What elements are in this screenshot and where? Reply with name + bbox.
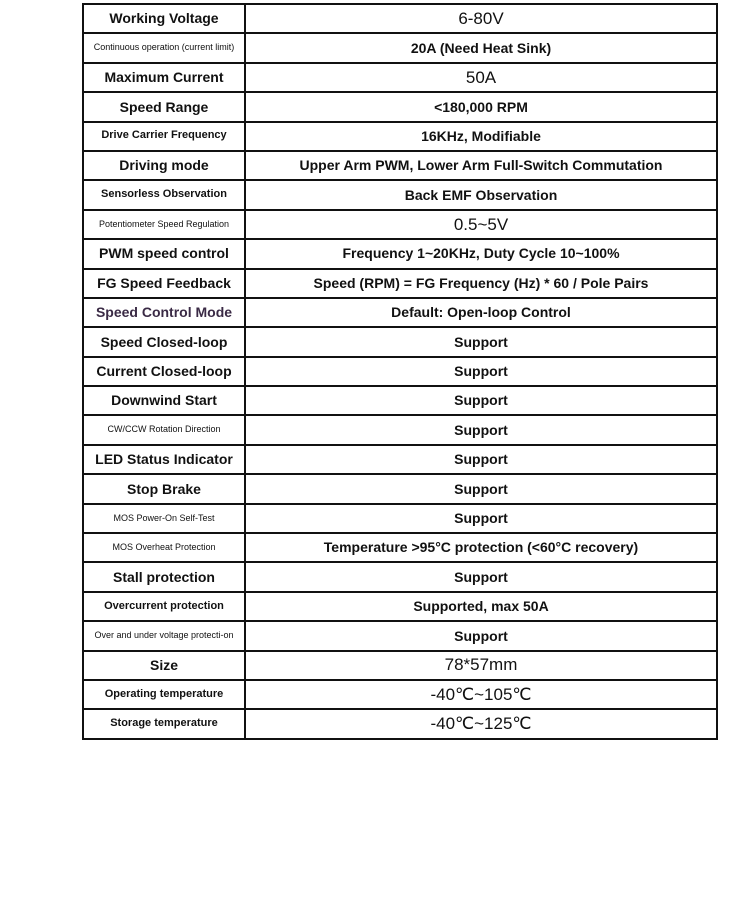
spec-label: LED Status Indicator (83, 445, 245, 474)
spec-label: Maximum Current (83, 63, 245, 92)
spec-value: 0.5~5V (245, 210, 717, 239)
spec-row-stall-protection (83, 562, 717, 591)
spec-row-rotation-direction (83, 415, 717, 444)
spec-row-operating-temperature (83, 680, 717, 709)
spec-value: Support (245, 621, 717, 650)
spec-row-sensorless-observation (83, 180, 717, 209)
spec-row-maximum-current (83, 63, 717, 92)
spec-value: 20A (Need Heat Sink) (245, 33, 717, 62)
spec-label: MOS Power-On Self-Test (83, 504, 245, 533)
spec-table (82, 3, 718, 740)
spec-row-mos-self-test (83, 504, 717, 533)
spec-value: Speed (RPM) = FG Frequency (Hz) * 60 / Pole Pairs (245, 269, 717, 298)
spec-label: Speed Closed-loop (83, 327, 245, 356)
spec-label: Speed Control Mode (83, 298, 245, 327)
spec-label: Operating temperature (83, 680, 245, 709)
spec-label: Continuous operation (current limit) (83, 33, 245, 62)
spec-label: Overcurrent protection (83, 592, 245, 621)
spec-row-overcurrent-protection (83, 592, 717, 621)
spec-label: Drive Carrier Frequency (83, 122, 245, 151)
spec-row-fg-speed-feedback (83, 269, 717, 298)
spec-label: Speed Range (83, 92, 245, 121)
spec-label: Size (83, 651, 245, 680)
spec-label: Stop Brake (83, 474, 245, 503)
spec-label: Potentiometer Speed Regulation (83, 210, 245, 239)
spec-label: Stall protection (83, 562, 245, 591)
spec-label: PWM speed control (83, 239, 245, 268)
spec-value: Support (245, 562, 717, 591)
spec-row-voltage-protection (83, 621, 717, 650)
spec-label: Working Voltage (83, 4, 245, 33)
spec-row-continuous-operation (83, 33, 717, 62)
spec-value: 6-80V (245, 4, 717, 33)
spec-row-speed-range (83, 92, 717, 121)
spec-value: Supported, max 50A (245, 592, 717, 621)
spec-label: Over and under voltage protecti-on (83, 621, 245, 650)
spec-label: MOS Overheat Protection (83, 533, 245, 562)
spec-label: Downwind Start (83, 386, 245, 415)
spec-label: Storage temperature (83, 709, 245, 738)
spec-value: <180,000 RPM (245, 92, 717, 121)
spec-row-potentiometer-speed-regulation (83, 210, 717, 239)
spec-row-speed-closed-loop (83, 327, 717, 356)
spec-value: Support (245, 474, 717, 503)
spec-value: Upper Arm PWM, Lower Arm Full-Switch Commutation (245, 151, 717, 180)
spec-label: CW/CCW Rotation Direction (83, 415, 245, 444)
spec-value: Back EMF Observation (245, 180, 717, 209)
spec-label: Driving mode (83, 151, 245, 180)
spec-row-size (83, 651, 717, 680)
spec-row-led-status-indicator (83, 445, 717, 474)
spec-value: -40℃~105℃ (245, 680, 717, 709)
spec-row-mos-overheat-protection (83, 533, 717, 562)
spec-row-driving-mode (83, 151, 717, 180)
spec-row-current-closed-loop (83, 357, 717, 386)
spec-value: Support (245, 504, 717, 533)
spec-row-stop-brake (83, 474, 717, 503)
spec-value: Support (245, 327, 717, 356)
spec-row-drive-carrier-frequency (83, 122, 717, 151)
spec-label: FG Speed Feedback (83, 269, 245, 298)
spec-row-storage-temperature (83, 709, 717, 738)
spec-value: Frequency 1~20KHz, Duty Cycle 10~100% (245, 239, 717, 268)
spec-value: Support (245, 415, 717, 444)
spec-value: Support (245, 445, 717, 474)
spec-row-speed-control-mode (83, 298, 717, 327)
spec-label: Sensorless Observation (83, 180, 245, 209)
spec-value: -40℃~125℃ (245, 709, 717, 738)
spec-value: 78*57mm (245, 651, 717, 680)
spec-value: Support (245, 357, 717, 386)
spec-label: Current Closed-loop (83, 357, 245, 386)
spec-value: 16KHz, Modifiable (245, 122, 717, 151)
spec-row-downwind-start (83, 386, 717, 415)
spec-value: Default: Open-loop Control (245, 298, 717, 327)
spec-value: Support (245, 386, 717, 415)
spec-value: Temperature >95°C protection (<60°C recovery) (245, 533, 717, 562)
spec-row-pwm-speed-control (83, 239, 717, 268)
spec-value: 50A (245, 63, 717, 92)
spec-row-working-voltage (83, 4, 717, 33)
